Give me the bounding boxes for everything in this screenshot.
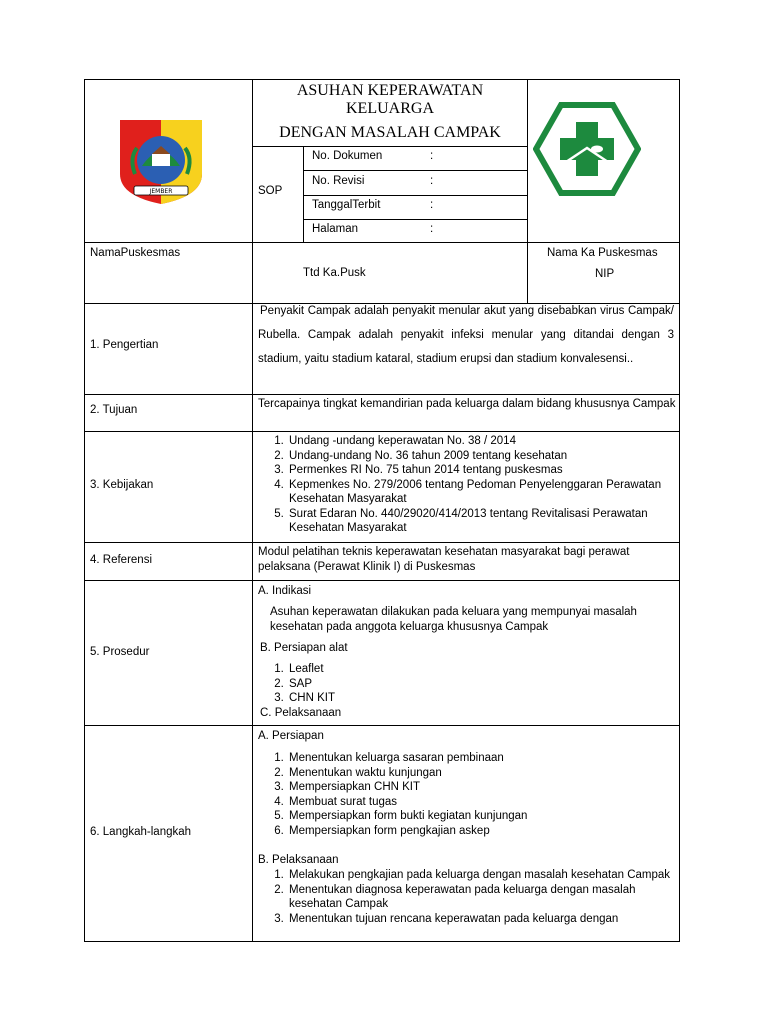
halaman-label: Halaman <box>312 223 359 235</box>
prosedur-b-label: B. Persiapan alat <box>260 642 348 654</box>
document-title <box>253 82 527 142</box>
list-item: 2. Menentukan waktu kunjungan <box>287 766 687 781</box>
row-divider <box>84 242 680 243</box>
nama-ka-puskesmas-label: Nama Ka Puskesmas <box>547 247 658 259</box>
tanggal-terbit-value: : <box>430 199 434 211</box>
column-divider <box>527 79 528 303</box>
langkah-a-label: A. Persiapan <box>258 730 324 742</box>
langkah-pelaksanaan-list <box>258 868 687 926</box>
referensi-text: Modul pelatihan teknis keperawatan kesehatan masyarakat bagi perawat pelaksana (Perawat Klinik I) di Puskesmas <box>258 546 630 573</box>
prosedur-a-label: A. Indikasi <box>258 585 312 597</box>
no-dokumen-value: : <box>430 150 434 162</box>
ttd-ka-pusk-label: Ttd Ka.Pusk <box>303 267 366 279</box>
list-item: 1. Leaflet <box>287 662 487 677</box>
emblem-ribbon-text: JEMBER <box>149 188 173 195</box>
pengertian-text: Penyakit Campak adalah penyakit menular akut yang disebabkan virus Campak/ Rubella. Campak adalah penyakit infeksi menular yang ditandai dengan 3 stadium, yaitu stadium kataral, stadium erupsi dan stadium konvalesensi.. <box>258 305 674 365</box>
row-divider <box>84 394 680 395</box>
prosedur-a-text: Asuhan keperawatan dilakukan pada keluara yang mempunyai masalah kesehatan pada anggota keluarga khususnya Campak <box>270 606 637 633</box>
meta-divider <box>303 195 527 196</box>
tujuan-text: Tercapainya tingkat kemandirian pada keluarga dalam bidang khususnya Campak <box>258 398 676 410</box>
regional-emblem-logo <box>118 118 204 206</box>
langkah-persiapan-list <box>258 751 687 838</box>
title-line-1: ASUHAN KEPERAWATAN <box>296 82 484 99</box>
header-divider <box>252 146 527 147</box>
kebijakan-list <box>258 434 677 536</box>
nama-puskesmas-label: NamaPuskesmas <box>90 247 181 259</box>
list-item: 1. Melakukan pengkajian pada keluarga dengan masalah kesehatan Campak <box>287 868 687 883</box>
section-label-referensi: 4. Referensi <box>90 554 153 566</box>
list-item: 1. Menentukan keluarga sasaran pembinaan <box>287 751 687 766</box>
list-item: 3. CHN KIT <box>287 691 487 706</box>
row-divider <box>84 542 680 543</box>
section-label-prosedur: 5. Prosedur <box>90 646 150 658</box>
list-item: 1. Undang -undang keperawatan No. 38 / 2014 <box>287 434 677 449</box>
column-divider <box>303 146 304 242</box>
list-item: 2. Menentukan diagnosa keperawatan pada keluarga dengan masalah kesehatan Campak <box>287 883 687 912</box>
list-item: 3. Permenkes RI No. 75 tahun 2014 tentang puskesmas <box>287 463 677 478</box>
list-item: 4. Membuat surat tugas <box>287 795 687 810</box>
row-divider <box>84 580 680 581</box>
no-dokumen-label: No. Dokumen <box>312 150 383 162</box>
list-item: 6. Mempersiapkan form pengkajian askep <box>287 824 687 839</box>
row-divider <box>84 431 680 432</box>
row-divider <box>84 725 680 726</box>
persiapan-alat-list <box>258 662 487 706</box>
column-divider <box>252 79 253 942</box>
halaman-value: : <box>430 223 434 235</box>
section-label-tujuan: 2. Tujuan <box>90 404 138 416</box>
list-item: 5. Mempersiapkan form bukti kegiatan kunjungan <box>287 809 687 824</box>
meta-divider <box>303 219 527 220</box>
nip-label: NIP <box>595 268 615 280</box>
list-item: 2. Undang-undang No. 36 tahun 2009 tentang kesehatan <box>287 449 677 464</box>
list-item: 5. Surat Edaran No. 440/29020/414/2013 tentang Revitalisasi Perawatan Kesehatan Masyarakat <box>287 507 677 536</box>
title-line-3: DENGAN MASALAH CAMPAK <box>279 124 501 141</box>
tanggal-terbit-label: TanggalTerbit <box>312 199 381 211</box>
section-label-pengertian: 1. Pengertian <box>90 339 159 351</box>
puskesmas-logo <box>533 102 641 196</box>
section-label-langkah: 6. Langkah-langkah <box>90 826 192 838</box>
langkah-b-label: B. Pelaksanaan <box>258 854 339 866</box>
list-item: 4. Kepmenkes No. 279/2006 tentang Pedoman Penyelenggaran Perawatan Kesehatan Masyarakat <box>287 478 677 507</box>
meta-divider <box>303 170 527 171</box>
list-item: 3. Mempersiapkan CHN KIT <box>287 780 687 795</box>
section-label-kebijakan: 3. Kebijakan <box>90 479 154 491</box>
no-revisi-value: : <box>430 175 434 187</box>
list-item: 2. SAP <box>287 677 487 692</box>
no-revisi-label: No. Revisi <box>312 175 365 187</box>
prosedur-c-label: C. Pelaksanaan <box>260 707 342 719</box>
sop-label: SOP <box>258 185 283 197</box>
title-line-2: KELUARGA <box>346 100 434 117</box>
list-item: 3. Menentukan tujuan rencana keperawatan pada keluarga dengan <box>287 912 687 927</box>
